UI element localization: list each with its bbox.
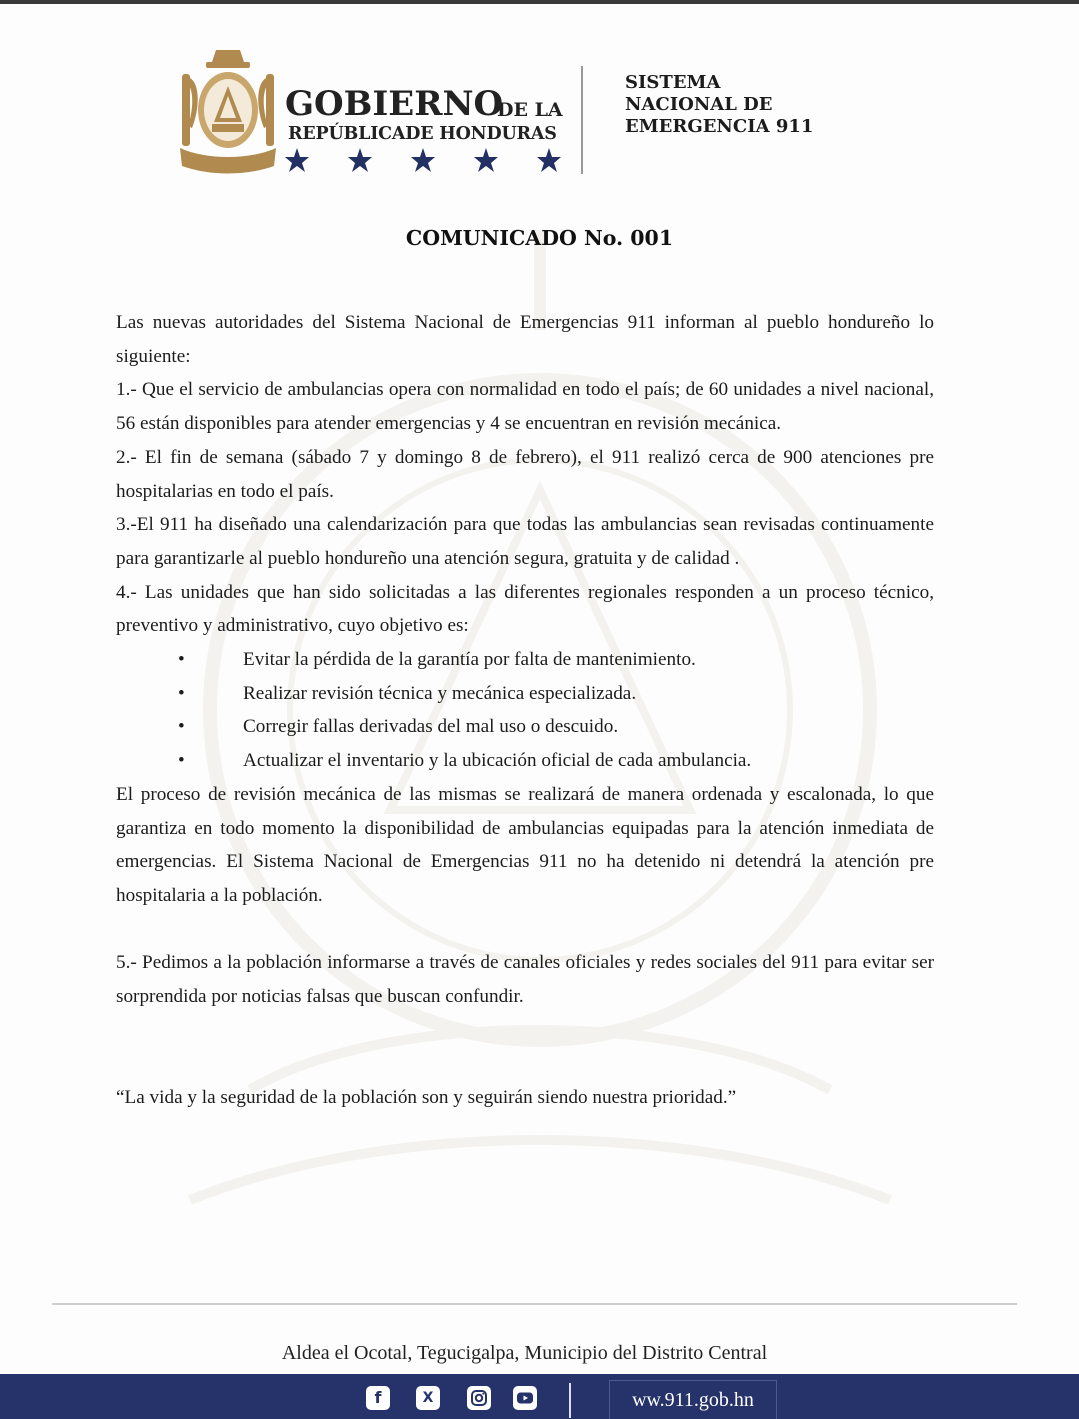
- list-item-text: Corregir fallas derivadas del mal uso o descuido.: [243, 716, 619, 738]
- instagram-glyph: [467, 1386, 491, 1410]
- footer-bar-divider: [569, 1383, 571, 1418]
- footer-address: Aldea el Ocotal, Tegucigalpa, Municipio del Distrito Central: [281, 1342, 768, 1364]
- list-item-text: Actualizar el inventario y la ubicación oficial de cada ambulancia.: [243, 750, 752, 772]
- youtube-icon[interactable]: [513, 1386, 537, 1410]
- system-name-line-3: EMERGENCIA 911: [625, 116, 814, 137]
- point-4-paragraph: 4.- Las unidades que han sido solicitadas a las diferentes regionales responden a un proceso técnico, preventivo y administrativo, cuyo objetivo es:: [116, 581, 934, 637]
- closing-quote: “La vida y la seguridad de la población son y seguirán siendo nuestra prioridad.”: [116, 1087, 737, 1109]
- paragraph-spacer: [116, 1014, 934, 1081]
- bullet-marker: •: [178, 682, 185, 704]
- bullet-marker: •: [178, 716, 185, 738]
- x-icon[interactable]: [416, 1386, 440, 1410]
- bullet-marker: •: [178, 649, 185, 671]
- five-stars-icon: [283, 144, 563, 176]
- list-item: [116, 710, 934, 744]
- intro-paragraph: Las nuevas autoridades del Sistema Nacional de Emergencias 911 informan al pueblo hondureño lo siguiente:: [116, 312, 934, 367]
- facebook-icon[interactable]: [366, 1386, 390, 1410]
- list-item: [116, 744, 934, 778]
- header-divider: [581, 66, 583, 174]
- instagram-icon[interactable]: [467, 1386, 491, 1410]
- footer-bar: [0, 1374, 1079, 1419]
- system-name: [625, 72, 813, 138]
- process-paragraph: El proceso de revisión mecánica de las mismas se realizará de manera ordenada y escalonada, lo que garantiza en todo momento la disponibilidad de ambulancias equipadas para la atención inmediata de emergencias. El Sistema Nacional de Emergencias 911 no ha detenido ni detendrá la atención pre hospitalaria a la población.: [116, 783, 934, 906]
- list-item: [116, 677, 934, 711]
- list-item-text: Realizar revisión técnica y mecánica especializada.: [243, 682, 637, 704]
- system-name-line-1: SISTEMA: [625, 72, 721, 93]
- website-link[interactable]: ww.911.gob.hn: [609, 1380, 777, 1419]
- bullet-marker: •: [178, 750, 185, 772]
- point-2-paragraph: 2.- El fin de semana (sábado 7 y domingo 8 de febrero), el 911 realizó cerca de 900 atenciones pre hospitalarias en todo el país.: [116, 446, 934, 502]
- list-item-text: Evitar la pérdida de la garantía por falta de mantenimiento.: [243, 649, 696, 671]
- facebook-glyph: f: [374, 1388, 382, 1407]
- system-name-line-2: NACIONAL DE: [625, 94, 773, 115]
- document-body: [116, 306, 934, 1115]
- honduras-coat-of-arms-icon: [176, 48, 280, 176]
- gobierno-wordmark: GOBIERNO: [285, 84, 504, 124]
- point-3-paragraph: 3.-El 911 ha diseñado una calendarización para que todas las ambulancias sean revisadas continuamente para garantizarle al pueblo hondureño una atención segura, gratuita y de calidad .: [116, 514, 934, 569]
- de-la-wordmark: DE LA: [497, 99, 563, 121]
- point-5-paragraph: 5.- Pedimos a la población informarse a través de canales oficiales y redes sociales del 911 para evitar ser sorprendida por noticias falsas que buscan confundir.: [116, 952, 934, 1008]
- youtube-glyph: [513, 1386, 537, 1410]
- republica-honduras-wordmark: REPÚBLICADE HONDURAS: [288, 124, 557, 144]
- point-1-paragraph: 1.- Que el servicio de ambulancias opera con normalidad en todo el país; de 60 unidades a nivel nacional, 56 están disponibles para atender emergencias y 4 se encuentran en revisión mecánica.: [116, 379, 934, 435]
- footer-divider: [52, 1303, 1017, 1305]
- x-glyph: X: [422, 1390, 434, 1406]
- letterhead: [0, 0, 1079, 190]
- paragraph-spacer: [116, 913, 934, 947]
- list-item: [116, 643, 934, 677]
- objectives-list: [116, 643, 934, 778]
- document-title: COMUNICADO No. 001: [405, 226, 674, 250]
